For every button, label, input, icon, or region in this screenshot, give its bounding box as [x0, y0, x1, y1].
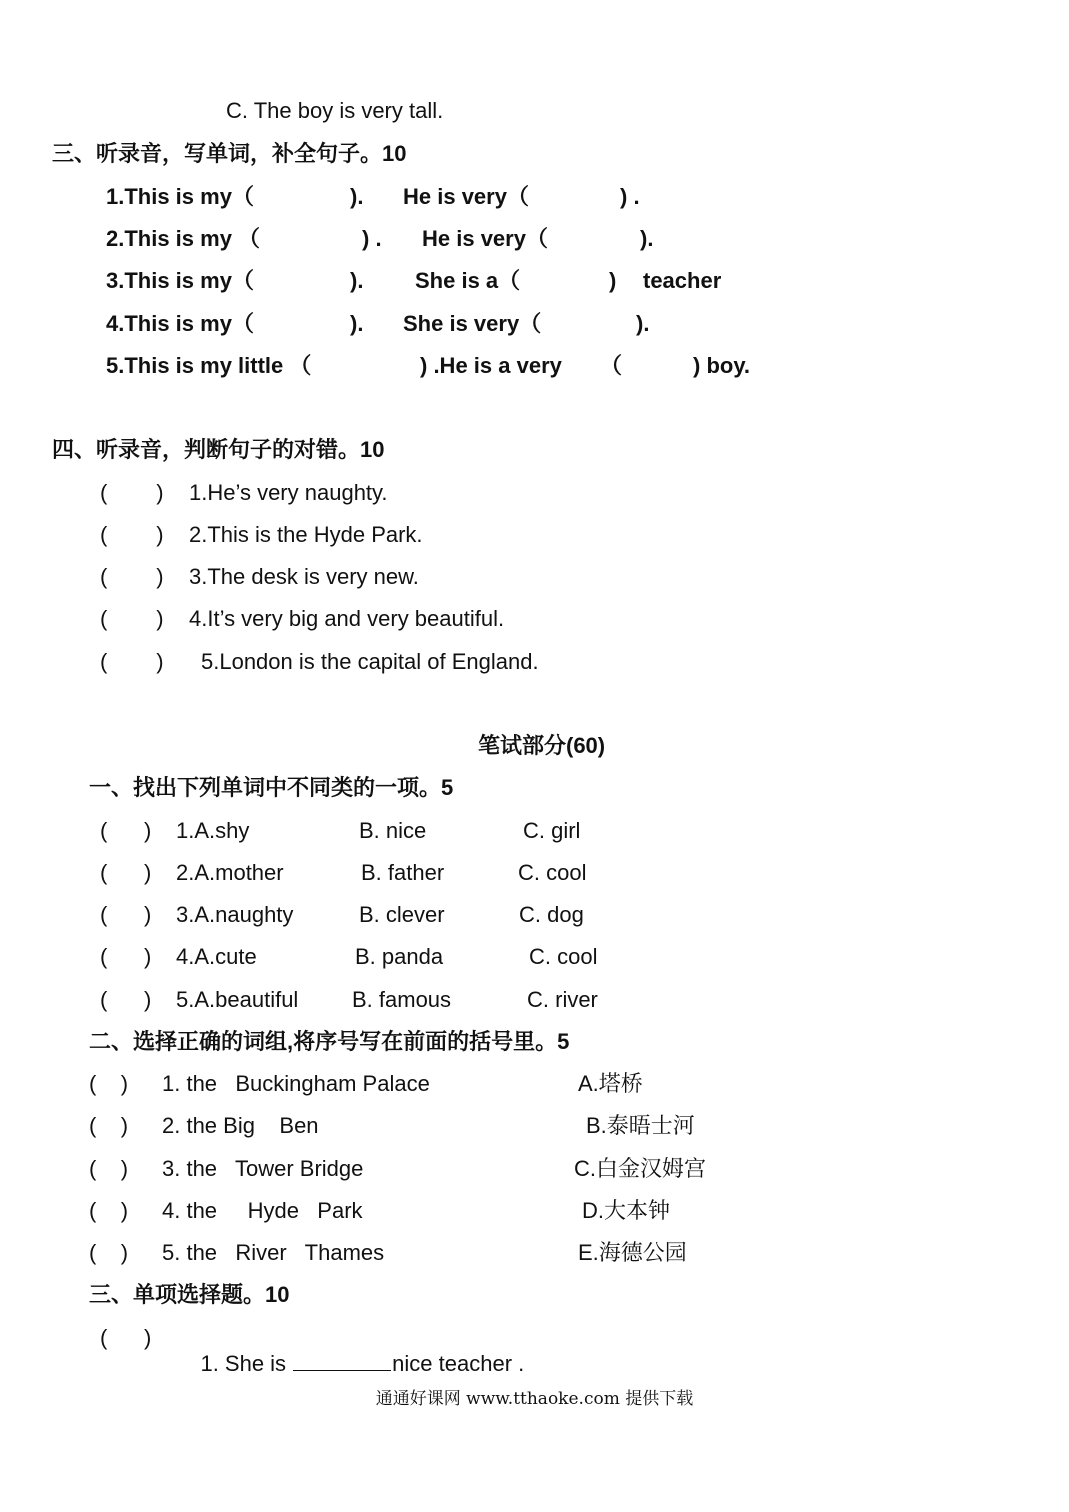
written-part-title: 笔试部分(60) — [478, 733, 606, 758]
section-heading-listen3: 三、听录音，写单词，补全句子。10 — [52, 141, 407, 166]
section-heading-odd-one-out: 一、找出下列单词中不同类的一项。5 — [89, 775, 454, 800]
answer-bracket: ( ) — [100, 480, 164, 505]
answer-bracket: ( ) — [100, 902, 152, 927]
answer-bracket: ( ) — [100, 818, 152, 843]
answer-bracket: ( ) — [100, 606, 164, 631]
answer-bracket: ( ) — [100, 1325, 152, 1350]
answer-bracket: ( ) — [100, 564, 164, 589]
page-footer: 通通好课网 www.tthaoke.com 提供下载 — [375, 1389, 694, 1409]
answer-bracket: ( ) — [100, 649, 164, 674]
answer-bracket: ( ) — [89, 1156, 129, 1181]
answer-bracket: ( ) — [89, 1071, 129, 1096]
answer-bracket: ( ) — [89, 1240, 129, 1265]
section-heading-single-choice: 三、单项选择题。10 — [89, 1282, 290, 1307]
section-heading-listen4: 四、听录音，判断句子的对错。10 — [52, 437, 385, 462]
answer-bracket: ( ) — [100, 522, 164, 547]
answer-bracket: ( ) — [100, 987, 152, 1012]
section-heading-match-phrases: 二、选择正确的词组,将序号写在前面的括号里。5 — [89, 1029, 570, 1054]
fill-in-blank[interactable] — [293, 1352, 391, 1371]
option-c-text: C. The boy is very tall. — [226, 98, 444, 123]
answer-bracket: ( ) — [89, 1198, 129, 1223]
answer-bracket: ( ) — [89, 1113, 129, 1138]
answer-bracket: ( ) — [100, 944, 152, 969]
answer-bracket: ( ) — [100, 860, 152, 885]
